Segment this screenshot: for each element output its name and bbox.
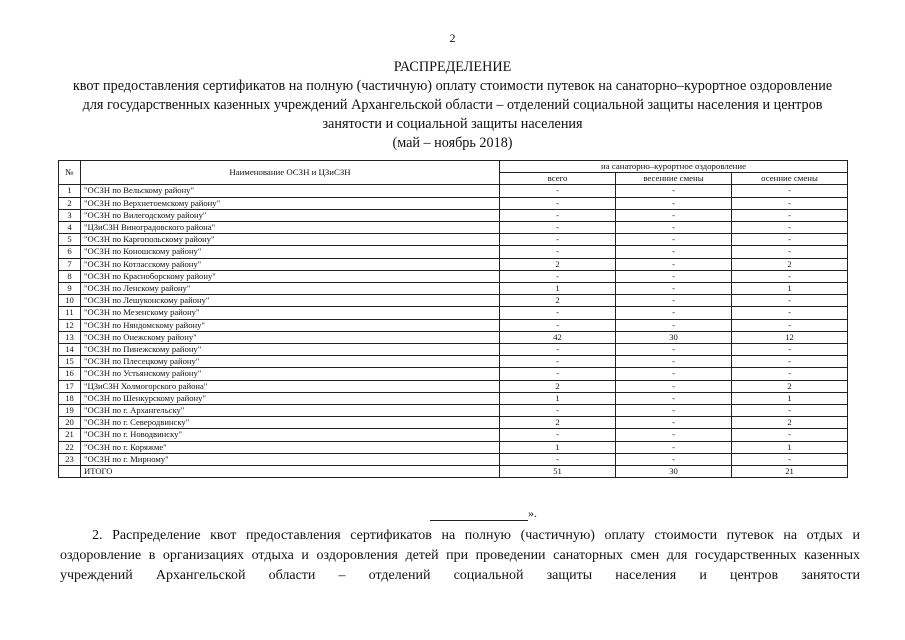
row-name: "ОСЗН по Мезенскому району" — [81, 307, 500, 319]
total-autumn: 21 — [732, 466, 848, 478]
row-num: 5 — [59, 234, 81, 246]
quota-table — [58, 160, 848, 478]
row-name: "ОСЗН по Коношскому району" — [81, 246, 500, 258]
row-total: - — [500, 319, 616, 331]
row-name: "ОСЗН по Пинежскому району" — [81, 344, 500, 356]
row-name: "ОСЗН по Плесецкому району" — [81, 356, 500, 368]
row-num: 14 — [59, 344, 81, 356]
table-row — [59, 222, 848, 234]
row-total: 1 — [500, 392, 616, 404]
row-num: 9 — [59, 283, 81, 295]
closing-quote: ». — [528, 506, 537, 520]
row-spring: - — [616, 417, 732, 429]
table-row — [59, 319, 848, 331]
row-total: - — [500, 307, 616, 319]
row-num: 12 — [59, 319, 81, 331]
row-name: "ОСЗН по г. Новодвинску" — [81, 429, 500, 441]
header-num: № — [59, 161, 81, 185]
row-name: "ОСЗН по Шенкурскому району" — [81, 392, 500, 404]
row-num: 13 — [59, 331, 81, 343]
paragraph-2 — [60, 526, 860, 586]
row-autumn: - — [732, 429, 848, 441]
row-total: - — [500, 356, 616, 368]
row-num: 21 — [59, 429, 81, 441]
heading-period: (май – ноябрь 2018) — [392, 135, 513, 151]
row-total: - — [500, 429, 616, 441]
row-name: "ОСЗН по Няндомскому району" — [81, 319, 500, 331]
row-num: 4 — [59, 222, 81, 234]
row-spring: - — [616, 356, 732, 368]
row-total: - — [500, 209, 616, 221]
row-num: 18 — [59, 392, 81, 404]
row-num: 17 — [59, 380, 81, 392]
heading-title: РАСПРЕДЕЛЕНИЕ — [393, 59, 512, 75]
header-name: Наименование ОСЗН и ЦЗиСЗН — [81, 161, 500, 185]
row-num: 15 — [59, 356, 81, 368]
row-total: - — [500, 185, 616, 197]
row-total: 2 — [500, 380, 616, 392]
row-total: - — [500, 344, 616, 356]
table-row — [59, 234, 848, 246]
row-total: - — [500, 270, 616, 282]
row-spring: - — [616, 307, 732, 319]
row-num: 3 — [59, 209, 81, 221]
page-number: 2 — [449, 31, 456, 45]
row-name: "ОСЗН по Ленскому району" — [81, 283, 500, 295]
table-row — [59, 283, 848, 295]
row-autumn: 2 — [732, 258, 848, 270]
row-total: - — [500, 234, 616, 246]
table-row — [59, 453, 848, 465]
row-spring: - — [616, 234, 732, 246]
row-spring: - — [616, 344, 732, 356]
table-row — [59, 307, 848, 319]
row-autumn: 2 — [732, 380, 848, 392]
row-autumn: - — [732, 295, 848, 307]
row-num: 20 — [59, 417, 81, 429]
row-num: 2 — [59, 197, 81, 209]
table-row — [59, 331, 848, 343]
row-spring: - — [616, 295, 732, 307]
row-total: - — [500, 453, 616, 465]
row-num: 22 — [59, 441, 81, 453]
row-total: 2 — [500, 417, 616, 429]
row-spring: - — [616, 185, 732, 197]
table-row — [59, 380, 848, 392]
row-autumn: 1 — [732, 283, 848, 295]
table-row — [59, 441, 848, 453]
paragraph-line: 2. Распределение квот предоставления сертификатов на полную (частичную) оплату стоимости путевок на отдых и — [92, 528, 860, 543]
row-name: "ОСЗН по г. Архангельску" — [81, 405, 500, 417]
row-autumn: - — [732, 405, 848, 417]
row-autumn: - — [732, 344, 848, 356]
header-spring: весенние смены — [616, 173, 732, 185]
row-spring: - — [616, 222, 732, 234]
row-num: 1 — [59, 185, 81, 197]
paragraph-line: оздоровление в организациях отдыха и оздоровления детей при проведении санаторных смен для государственных казенных — [60, 548, 860, 563]
row-spring: - — [616, 380, 732, 392]
row-total: - — [500, 368, 616, 380]
table-row — [59, 344, 848, 356]
row-spring: - — [616, 258, 732, 270]
paragraph-line: учреждений Архангельской области – отделений социальной защиты населения и центров занятости — [60, 568, 860, 583]
row-autumn: 12 — [732, 331, 848, 343]
row-name: "ОСЗН по Каргопольскому району" — [81, 234, 500, 246]
row-total: - — [500, 222, 616, 234]
table-body — [59, 185, 848, 466]
total-label: ИТОГО — [81, 466, 500, 478]
row-total: 42 — [500, 331, 616, 343]
table-row — [59, 197, 848, 209]
row-autumn: - — [732, 185, 848, 197]
row-total: - — [500, 197, 616, 209]
row-num: 11 — [59, 307, 81, 319]
row-name: "ОСЗН по г. Коряжме" — [81, 441, 500, 453]
row-total: 1 — [500, 441, 616, 453]
row-num: 19 — [59, 405, 81, 417]
row-autumn: 1 — [732, 392, 848, 404]
row-spring: - — [616, 209, 732, 221]
row-total: 1 — [500, 283, 616, 295]
table-row — [59, 185, 848, 197]
row-name: "ОСЗН по г. Северодвинску" — [81, 417, 500, 429]
row-name: "ОСЗН по Котласскому району" — [81, 258, 500, 270]
table-row — [59, 368, 848, 380]
row-autumn: - — [732, 270, 848, 282]
heading-line: квот предоставления сертификатов на полную (частичную) оплату стоимости путевок на санаторно–курортное оздоровление — [72, 78, 833, 94]
row-name: "ОСЗН по Вилегодскому району" — [81, 209, 500, 221]
blank-line — [430, 510, 528, 521]
row-name: "ОСЗН по Вельскому району" — [81, 185, 500, 197]
row-total: 2 — [500, 258, 616, 270]
row-autumn: - — [732, 319, 848, 331]
table-row — [59, 417, 848, 429]
total-all: 51 — [500, 466, 616, 478]
table-row — [59, 429, 848, 441]
header-autumn: осенние смены — [732, 173, 848, 185]
row-num: 6 — [59, 246, 81, 258]
table-row — [59, 405, 848, 417]
row-spring: - — [616, 429, 732, 441]
total-spring: 30 — [616, 466, 732, 478]
row-spring: - — [616, 197, 732, 209]
table-row — [59, 392, 848, 404]
row-autumn: 1 — [732, 441, 848, 453]
row-spring: - — [616, 270, 732, 282]
row-autumn: - — [732, 234, 848, 246]
row-autumn: - — [732, 246, 848, 258]
row-spring: - — [616, 319, 732, 331]
heading-line: занятости и социальной защиты населения — [322, 116, 583, 132]
row-num: 10 — [59, 295, 81, 307]
row-autumn: 2 — [732, 417, 848, 429]
row-num: 23 — [59, 453, 81, 465]
row-name: "ОСЗН по г. Мирному" — [81, 453, 500, 465]
table-row — [59, 356, 848, 368]
row-autumn: - — [732, 356, 848, 368]
row-name: "ОСЗН по Устьянскому району" — [81, 368, 500, 380]
row-spring: - — [616, 453, 732, 465]
row-autumn: - — [732, 453, 848, 465]
row-num: 7 — [59, 258, 81, 270]
table-header-row — [59, 161, 848, 173]
table-row — [59, 270, 848, 282]
row-total: - — [500, 405, 616, 417]
row-autumn: - — [732, 368, 848, 380]
row-spring: - — [616, 283, 732, 295]
row-num: 16 — [59, 368, 81, 380]
table-row — [59, 209, 848, 221]
row-autumn: - — [732, 222, 848, 234]
row-name: "ОСЗН по Верхнетоемскому району" — [81, 197, 500, 209]
row-spring: - — [616, 246, 732, 258]
row-name: "ЦЗиСЗН Холмогорского района" — [81, 380, 500, 392]
total-num-cell — [59, 466, 81, 478]
row-total: - — [500, 246, 616, 258]
header-total: всего — [500, 173, 616, 185]
row-spring: - — [616, 405, 732, 417]
document-heading — [60, 58, 845, 153]
row-num: 8 — [59, 270, 81, 282]
row-spring: - — [616, 441, 732, 453]
table-total-row — [59, 466, 848, 478]
row-name: "ОСЗН по Лешуконскому району" — [81, 295, 500, 307]
row-autumn: - — [732, 307, 848, 319]
row-total: 2 — [500, 295, 616, 307]
table-row — [59, 258, 848, 270]
signature-line — [430, 506, 537, 521]
row-spring: 30 — [616, 331, 732, 343]
row-name: "ЦЗиСЗН Виноградовского района" — [81, 222, 500, 234]
header-group: на санаторно–курортное оздоровление — [500, 161, 848, 173]
row-autumn: - — [732, 209, 848, 221]
row-name: "ОСЗН по Онежскому району" — [81, 331, 500, 343]
row-name: "ОСЗН по Красноборскому району" — [81, 270, 500, 282]
table-row — [59, 246, 848, 258]
row-spring: - — [616, 392, 732, 404]
heading-line: для государственных казенных учреждений Архангельской области – отделений социальной защиты населения и центров — [82, 97, 823, 113]
row-spring: - — [616, 368, 732, 380]
row-autumn: - — [732, 197, 848, 209]
table-row — [59, 295, 848, 307]
